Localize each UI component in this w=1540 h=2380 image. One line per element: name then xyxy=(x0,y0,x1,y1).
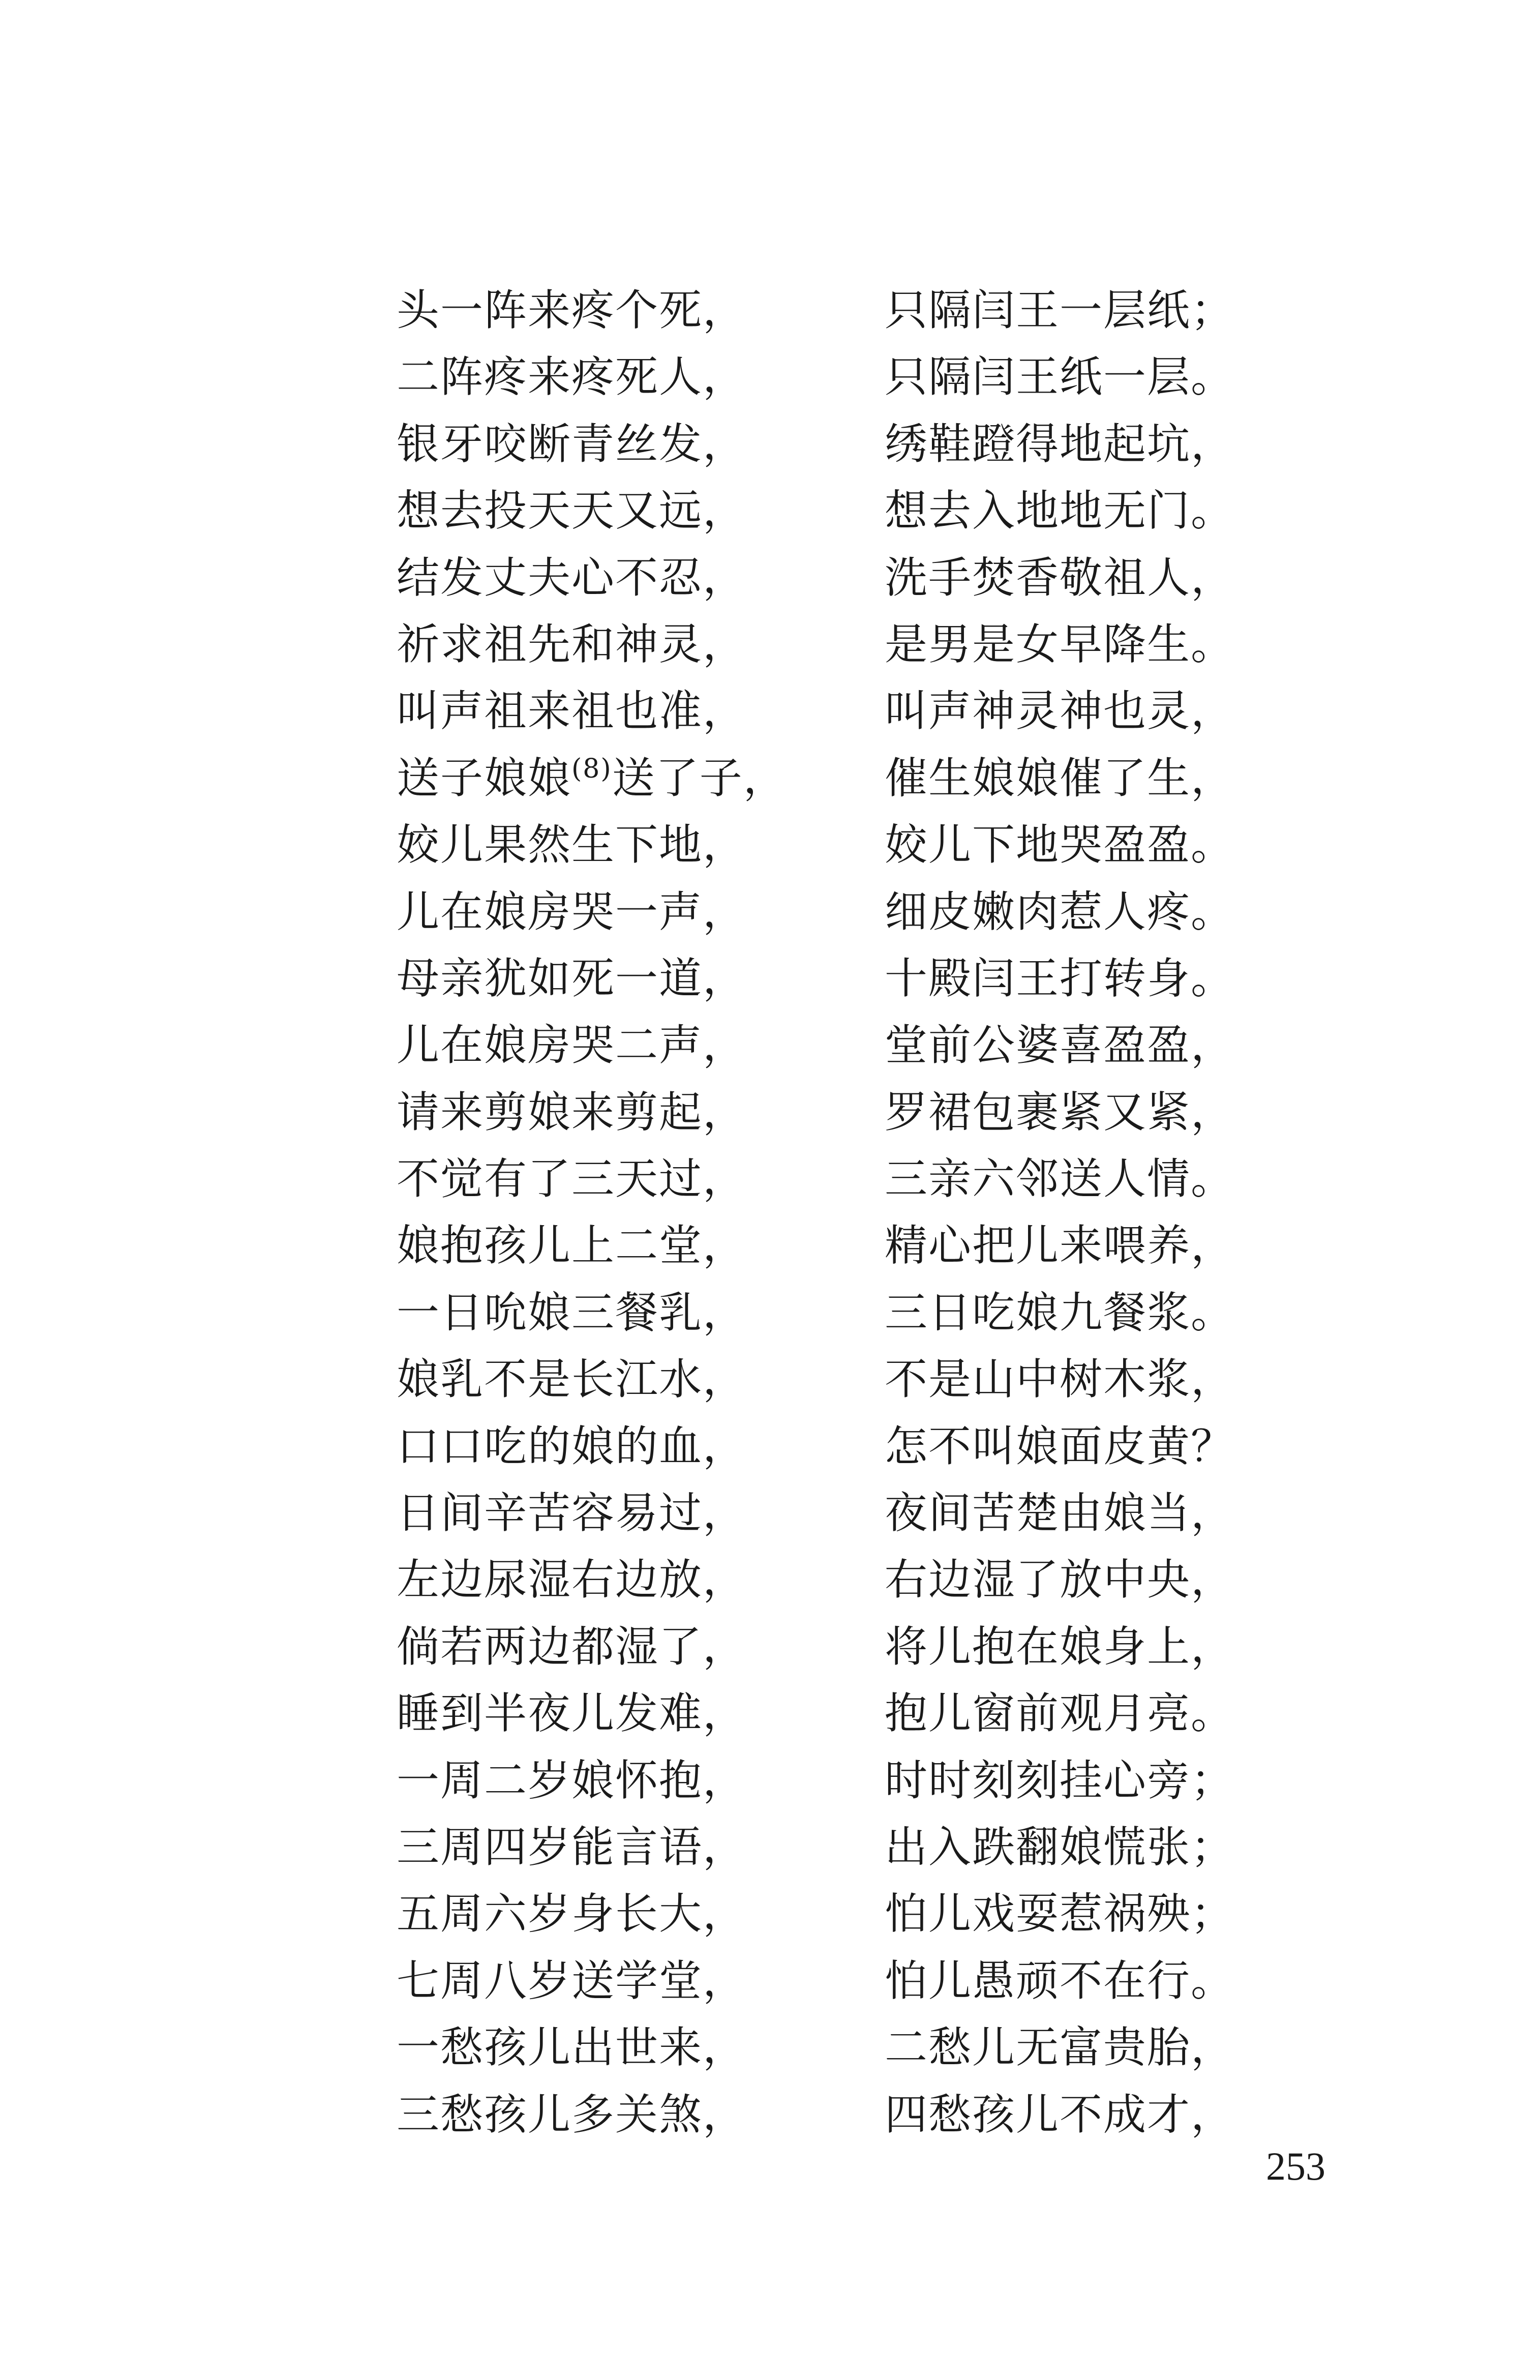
verse-line-right: 夜间苦楚由娘当， xyxy=(885,1488,1235,1538)
verse-couplet xyxy=(397,879,1413,945)
verse-line-left-text: 娘乳不是长江水， xyxy=(397,1354,747,1405)
verse-line-left xyxy=(397,1680,746,1747)
verse-couplet xyxy=(397,1079,1413,1146)
verse-couplet xyxy=(397,1280,1413,1346)
verse-couplet xyxy=(397,1480,1413,1546)
verse-couplet xyxy=(397,1012,1413,1079)
verse-line-left-text: 姣儿果然生下地， xyxy=(397,820,747,870)
verse-line-left xyxy=(397,277,746,344)
verse-line-left xyxy=(397,1280,746,1346)
verse-couplet xyxy=(397,1948,1413,2014)
verse-couplet xyxy=(397,2081,1413,2148)
verse-line-left xyxy=(397,812,746,878)
verse-line-right: 绣鞋蹬得地起坑， xyxy=(885,419,1235,469)
verse-couplet xyxy=(397,545,1413,611)
verse-line-left-text: 请来剪娘来剪起， xyxy=(397,1087,747,1137)
verse-line-left-text: 左边尿湿右边放， xyxy=(397,1555,747,1605)
verse-line-right: 姣儿下地哭盈盈。 xyxy=(885,820,1235,870)
verse-couplet xyxy=(397,945,1413,1012)
verse-line-left-text: 五周六岁身长大， xyxy=(397,1889,747,1939)
verse-couplet xyxy=(397,2014,1413,2081)
verse-line-left xyxy=(397,879,746,945)
verse-line-left xyxy=(397,1948,746,2014)
verse-line-left xyxy=(397,1413,746,1480)
verse-couplet xyxy=(397,277,1413,344)
verse-line-left-text: 三周四岁能言语， xyxy=(397,1822,747,1872)
verse-line-left xyxy=(397,1814,746,1881)
verse-line-left-text: 送子娘娘 xyxy=(397,753,572,803)
verse-line-left-text: 结发丈夫心不忍， xyxy=(397,552,747,603)
verse-couplet xyxy=(397,611,1413,678)
verse-line-right: 二愁儿无富贵胎， xyxy=(885,2022,1235,2073)
verse-couplet xyxy=(397,344,1413,410)
verse-line-right: 罗裙包裹紧又紧， xyxy=(885,1087,1235,1137)
verse-line-left xyxy=(397,478,746,544)
verse-line-left-text: 二阵疼来疼死人， xyxy=(397,352,747,402)
verse-line-left-text: 三愁孩儿多关煞， xyxy=(397,2089,747,2139)
verse-line-right: 将儿抱在娘身上， xyxy=(885,1621,1235,1672)
verse-line-right: 怕儿戏耍惹祸殃； xyxy=(885,1889,1235,1939)
verse-line-left-text: 头一阵来疼个死， xyxy=(397,285,747,335)
verse-line-left xyxy=(397,678,746,745)
verse-couplet xyxy=(397,478,1413,544)
verse-line-left xyxy=(397,411,746,478)
verse-line-right: 三日吃娘九餐浆。 xyxy=(885,1287,1235,1337)
verse-line-left-text: 银牙咬断青丝发， xyxy=(397,419,747,469)
verse-line-left xyxy=(397,745,787,812)
verse-line-left xyxy=(397,611,746,678)
verse-couplet xyxy=(397,1614,1413,1680)
verse-line-left xyxy=(397,1614,746,1680)
verse-line-right: 只隔闫王一层纸； xyxy=(885,285,1235,335)
verse-line-left-text: 娘抱孩儿上二堂， xyxy=(397,1221,747,1271)
verse-couplet xyxy=(397,1146,1413,1212)
verse-couplet xyxy=(397,812,1413,878)
verse-line-left-text: 七周八岁送学堂， xyxy=(397,1955,747,2006)
verse-line-right: 想去入地地无门。 xyxy=(885,486,1235,536)
verse-line-left-text: 母亲犹如死一道， xyxy=(397,953,747,1003)
verse-line-left-text: 儿在娘房哭二声， xyxy=(397,1020,747,1070)
verse-couplet xyxy=(397,745,1413,812)
verse-line-left-text: 一日吮娘三餐乳， xyxy=(397,1287,747,1337)
verse-line-right: 出入跌翻娘慌张； xyxy=(885,1822,1235,1872)
verse-couplet xyxy=(397,411,1413,478)
page-number: 253 xyxy=(1266,2144,1325,2188)
verse-couplet xyxy=(397,1346,1413,1413)
verse-line-right: 不是山中树木浆， xyxy=(885,1354,1235,1405)
verse-line-right: 怕儿愚顽不在行。 xyxy=(885,1955,1235,2006)
verse-line-left xyxy=(397,2081,746,2148)
verse-line-right: 堂前公婆喜盈盈， xyxy=(885,1020,1235,1070)
verse-line-left xyxy=(397,1012,746,1079)
verse-line-left xyxy=(397,1881,746,1947)
verse-line-left xyxy=(397,1079,746,1146)
verse-line-right: 十殿闫王打转身。 xyxy=(885,953,1235,1003)
verse-line-left xyxy=(397,1146,746,1212)
verse-line-left xyxy=(397,1480,746,1546)
verse-line-right: 时时刻刻挂心旁； xyxy=(885,1755,1235,1805)
verse-couplet xyxy=(397,1680,1413,1747)
verse-line-right: 只隔闫王纸一层。 xyxy=(885,352,1235,402)
verse-couplet xyxy=(397,1212,1413,1279)
verse-line-left-text: 不觉有了三天过， xyxy=(397,1154,747,1204)
verse-couplet xyxy=(397,1747,1413,1814)
verse-line-right: 抱儿窗前观月亮。 xyxy=(885,1688,1235,1739)
verse-line-left-text: 一愁孩儿出世来， xyxy=(397,2022,747,2073)
verse-line-right: 四愁孩儿不成才， xyxy=(885,2089,1235,2139)
verse-line-left-text: 睡到半夜儿发难， xyxy=(397,1688,747,1739)
verse-line-right: 怎不叫娘面皮黄？ xyxy=(885,1421,1235,1471)
verse-line-left-text: 倘若两边都湿了， xyxy=(397,1621,747,1672)
verse-line-left-text: 一周二岁娘怀抱， xyxy=(397,1755,747,1805)
verse-line-right: 催生娘娘催了生， xyxy=(885,753,1235,803)
footnote-marker: (8) xyxy=(571,753,612,784)
verse-line-left-text: 想去投天天又远， xyxy=(397,486,747,536)
verse-line-right: 细皮嫩肉惹人疼。 xyxy=(885,886,1235,937)
verse-body xyxy=(397,277,1413,2148)
verse-line-left-text: 口口吃的娘的血， xyxy=(397,1421,747,1471)
verse-line-right: 洗手焚香敬祖人， xyxy=(885,552,1235,603)
verse-couplet xyxy=(397,1814,1413,1881)
verse-couplet xyxy=(397,678,1413,745)
verse-couplet xyxy=(397,1546,1413,1613)
verse-line-right: 右边湿了放中央， xyxy=(885,1555,1235,1605)
verse-line-left xyxy=(397,2014,746,2081)
verse-line-left xyxy=(397,1346,746,1413)
verse-line-left xyxy=(397,1212,746,1279)
verse-line-left xyxy=(397,344,746,410)
verse-line-left-text: 祈求祖先和神灵， xyxy=(397,619,747,669)
verse-couplet xyxy=(397,1881,1413,1947)
verse-line-right: 叫声神灵神也灵， xyxy=(885,686,1235,736)
verse-line-left xyxy=(397,545,746,611)
verse-line-right: 是男是女早降生。 xyxy=(885,619,1235,669)
verse-line-right: 三亲六邻送人情。 xyxy=(885,1154,1235,1204)
verse-couplet xyxy=(397,1413,1413,1480)
verse-line-left xyxy=(397,1747,746,1814)
verse-line-left-text: 日间辛苦容易过， xyxy=(397,1488,747,1538)
verse-line-left-continuation: 送了子， xyxy=(612,753,787,803)
verse-line-left-text: 叫声祖来祖也准， xyxy=(397,686,747,736)
verse-line-left-text: 儿在娘房哭一声， xyxy=(397,886,747,937)
verse-line-right: 精心把儿来喂养， xyxy=(885,1221,1235,1271)
verse-line-left xyxy=(397,945,746,1012)
verse-line-left xyxy=(397,1546,746,1613)
